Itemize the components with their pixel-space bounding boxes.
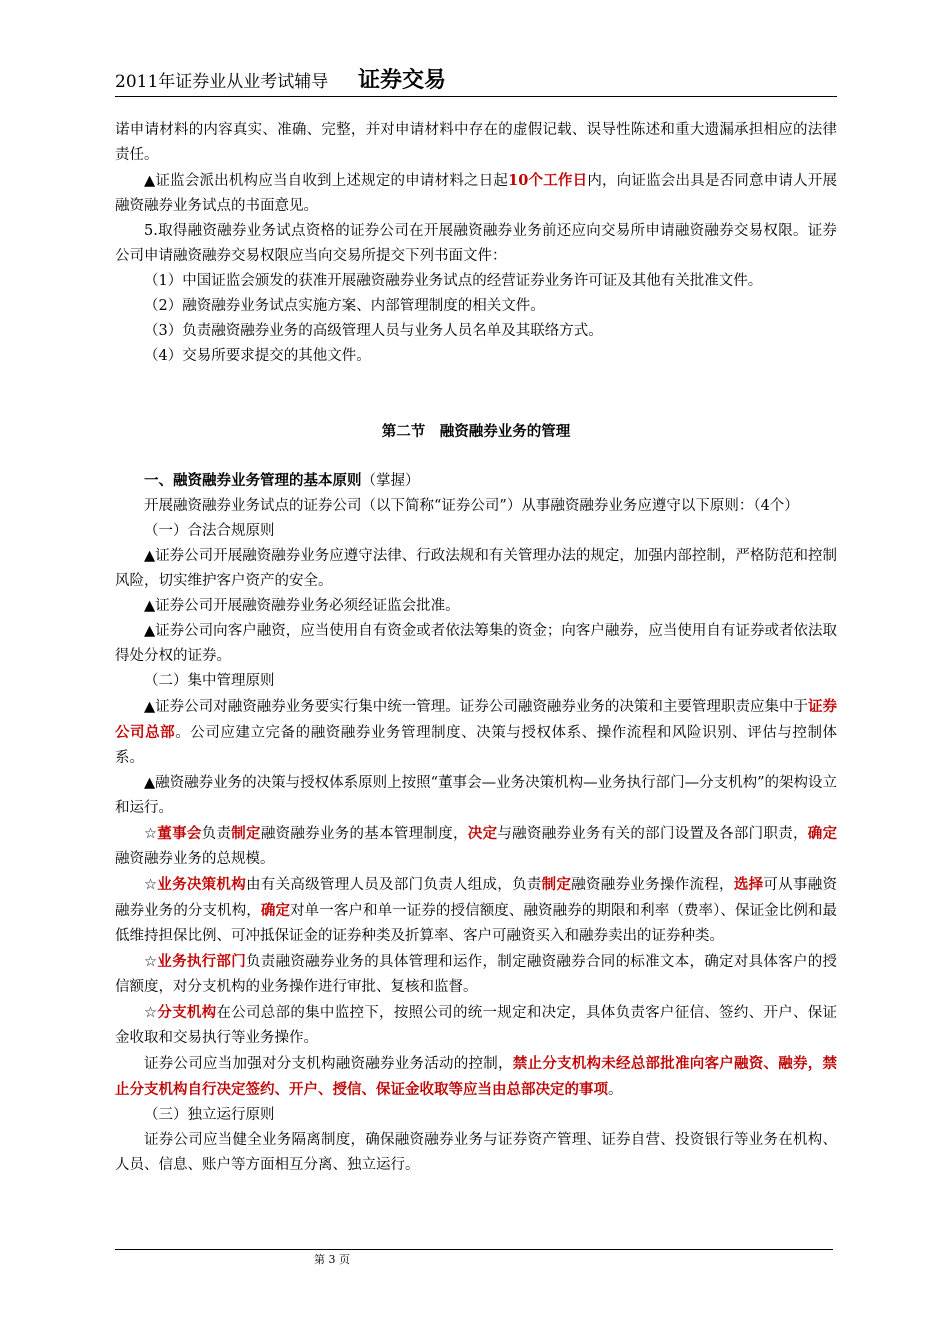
list-item: （3）负责融资融券业务的高级管理人员与业务人员名单及其联络方式。 [144,323,603,339]
paragraph: 开展融资融券业务试点的证券公司（以下简称“证券公司”）从事融资融券业务应遵守以下原则：（4个） [144,498,799,514]
page-header [115,66,837,97]
list-item: （1）中国证监会颁发的获准开展融资融券业务试点的经营证券业务许可证及其他有关批准文件。 [144,273,763,289]
paragraph: ☆董事会负责制定融资融券业务的基本管理制度，决定与融资融券业务有关的部门设置及各部门职责，确定融资融券业务的总规模。 [115,825,838,867]
list-item: （2）融资融券业务试点实施方案、内部管理制度的相关文件。 [144,298,545,314]
paragraph: ▲证券公司对融资融券业务要实行集中统一管理。证券公司融资融券业务的决策和主要管理职责应集中于证券公司总部。公司应建立完备的融资融券业务管理制度、决策与授权体系、操作流程和风险识别、评估与控制体系。 [115,698,838,766]
paragraph: ▲证监会派出机构应当自收到上述规定的申请材料之日起10个工作日内，向证监会出具是否同意申请人开展融资融券业务试点的书面意见。 [115,172,837,214]
header-title-right: 证券交易 [358,67,447,93]
paragraph: ☆分支机构在公司总部的集中监控下，按照公司的统一规定和决定，具体负责客户征信、签约、开户、保证金收取和交易执行等业务操作。 [115,1004,838,1046]
list-item: （4）交易所要求提交的其他文件。 [144,348,371,364]
paragraph: ▲证券公司开展融资融券业务必须经证监会批准。 [144,598,460,614]
paragraph: 证券公司应当加强对分支机构融资融券业务活动的控制，禁止分支机构未经总部批准向客户融资、融券，禁止分支机构自行决定签约、开户、授信、保证金收取等应当由总部决定的事项。 [115,1055,837,1098]
paragraph: ☆业务决策机构由有关高级管理人员及部门负责人组成，负责制定融资融券业务操作流程，选择可从事融资融券业务的分支机构，确定对单一客户和单一证券的授信额度、融资融券的期限和利率（费率）、保证金比例和最低维持担保比例、可冲抵保证金的证券种类及折算率、客户可融资买入和融券卖出的证券种类。 [115,876,838,944]
paragraph: ▲证券公司向客户融资，应当使用自有资金或者依法筹集的资金；向客户融券，应当使用自有证券或者依法取得处分权的证券。 [115,623,837,664]
heading: 一、融资融券业务管理的基本原则（掌握） [144,472,420,489]
section-title: 第二节 融资融券业务的管理 [381,423,571,440]
paragraph: ☆业务执行部门负责融资融券业务的具体管理和运作，制定融资融券合同的标准文本，确定对具体客户的授信额度，对分支机构的业务操作进行审批、复核和监督。 [115,953,838,995]
subheading: （二）集中管理原则 [144,673,275,689]
subheading: （三）独立运行原则 [144,1107,275,1123]
footer-divider [115,1249,833,1250]
header-title-left: 2011年证券业从业考试辅导 [115,72,329,92]
subheading: （一）合法合规原则 [144,523,275,539]
paragraph: 诺申请材料的内容真实、准确、完整，并对申请材料中存在的虚假记载、误导性陈述和重大遗漏承担相应的法律责任。 [115,122,837,163]
paragraph: 5.取得融资融券业务试点资格的证券公司在开展融资融券业务前还应向交易所申请融资融券交易权限。证券公司申请融资融券交易权限应当向交易所提交下列书面文件： [115,223,837,264]
paragraph: 证券公司应当健全业务隔离制度，确保融资融券业务与证券资产管理、证券自营、投资银行等业务在机构、人员、信息、账户等方面相互分离、独立运行。 [115,1132,837,1173]
document-body [115,118,837,1178]
page-number: 第 3 页 [314,1253,350,1266]
paragraph: ▲融资融券业务的决策与授权体系原则上按照“董事会—业务决策机构—业务执行部门—分支机构”的架构设立和运行。 [115,775,837,816]
paragraph: ▲证券公司开展融资融券业务应遵守法律、行政法规和有关管理办法的规定，加强内部控制，严格防范和控制风险，切实维护客户资产的安全。 [115,548,837,589]
